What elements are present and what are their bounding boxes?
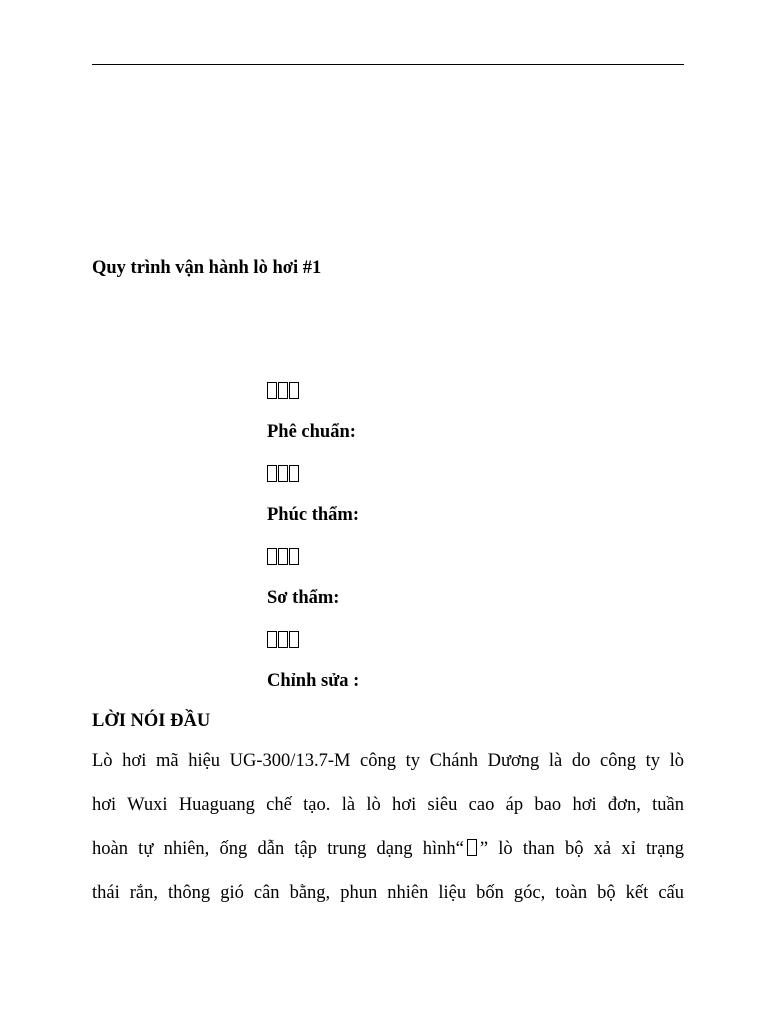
- preface-line: thái rắn, thông gió cân bằng, phun nhiên liệu bốn góc, toàn bộ kết cấu: [92, 883, 684, 903]
- signature-label-review: Phúc thẩm:: [267, 504, 359, 525]
- header-rule: [92, 64, 684, 65]
- signature-label-approve: Phê chuẩn:: [267, 421, 356, 442]
- preface-line-part: ” lò than bộ xả xỉ trạng: [479, 839, 684, 859]
- preface-line-with-glyph: [92, 837, 684, 861]
- missing-glyph-icon: [267, 627, 627, 651]
- missing-glyph-icon: [467, 839, 477, 856]
- missing-glyph-icon: [267, 544, 627, 568]
- signature-block: [267, 378, 627, 710]
- missing-glyph-icon: [267, 378, 627, 402]
- preface-heading: LỜI NÓI ĐẦU: [92, 711, 211, 731]
- preface-body: [92, 749, 684, 925]
- document-title: Quy trình vận hành lò hơi #1: [92, 258, 322, 278]
- preface-line-part: hoàn tự nhiên, ống dẫn tập trung dạng hình“: [92, 839, 464, 859]
- missing-glyph-icon: [267, 461, 627, 485]
- preface-line: hơi Wuxi Huaguang chế tạo. là lò hơi siêu cao áp bao hơi đơn, tuần: [92, 795, 684, 815]
- signature-label-preliminary: Sơ thẩm:: [267, 587, 340, 608]
- preface-line: Lò hơi mã hiệu UG-300/13.7-M công ty Chánh Dương là do công ty lò: [92, 751, 684, 771]
- signature-label-edit: Chỉnh sửa :: [267, 670, 360, 691]
